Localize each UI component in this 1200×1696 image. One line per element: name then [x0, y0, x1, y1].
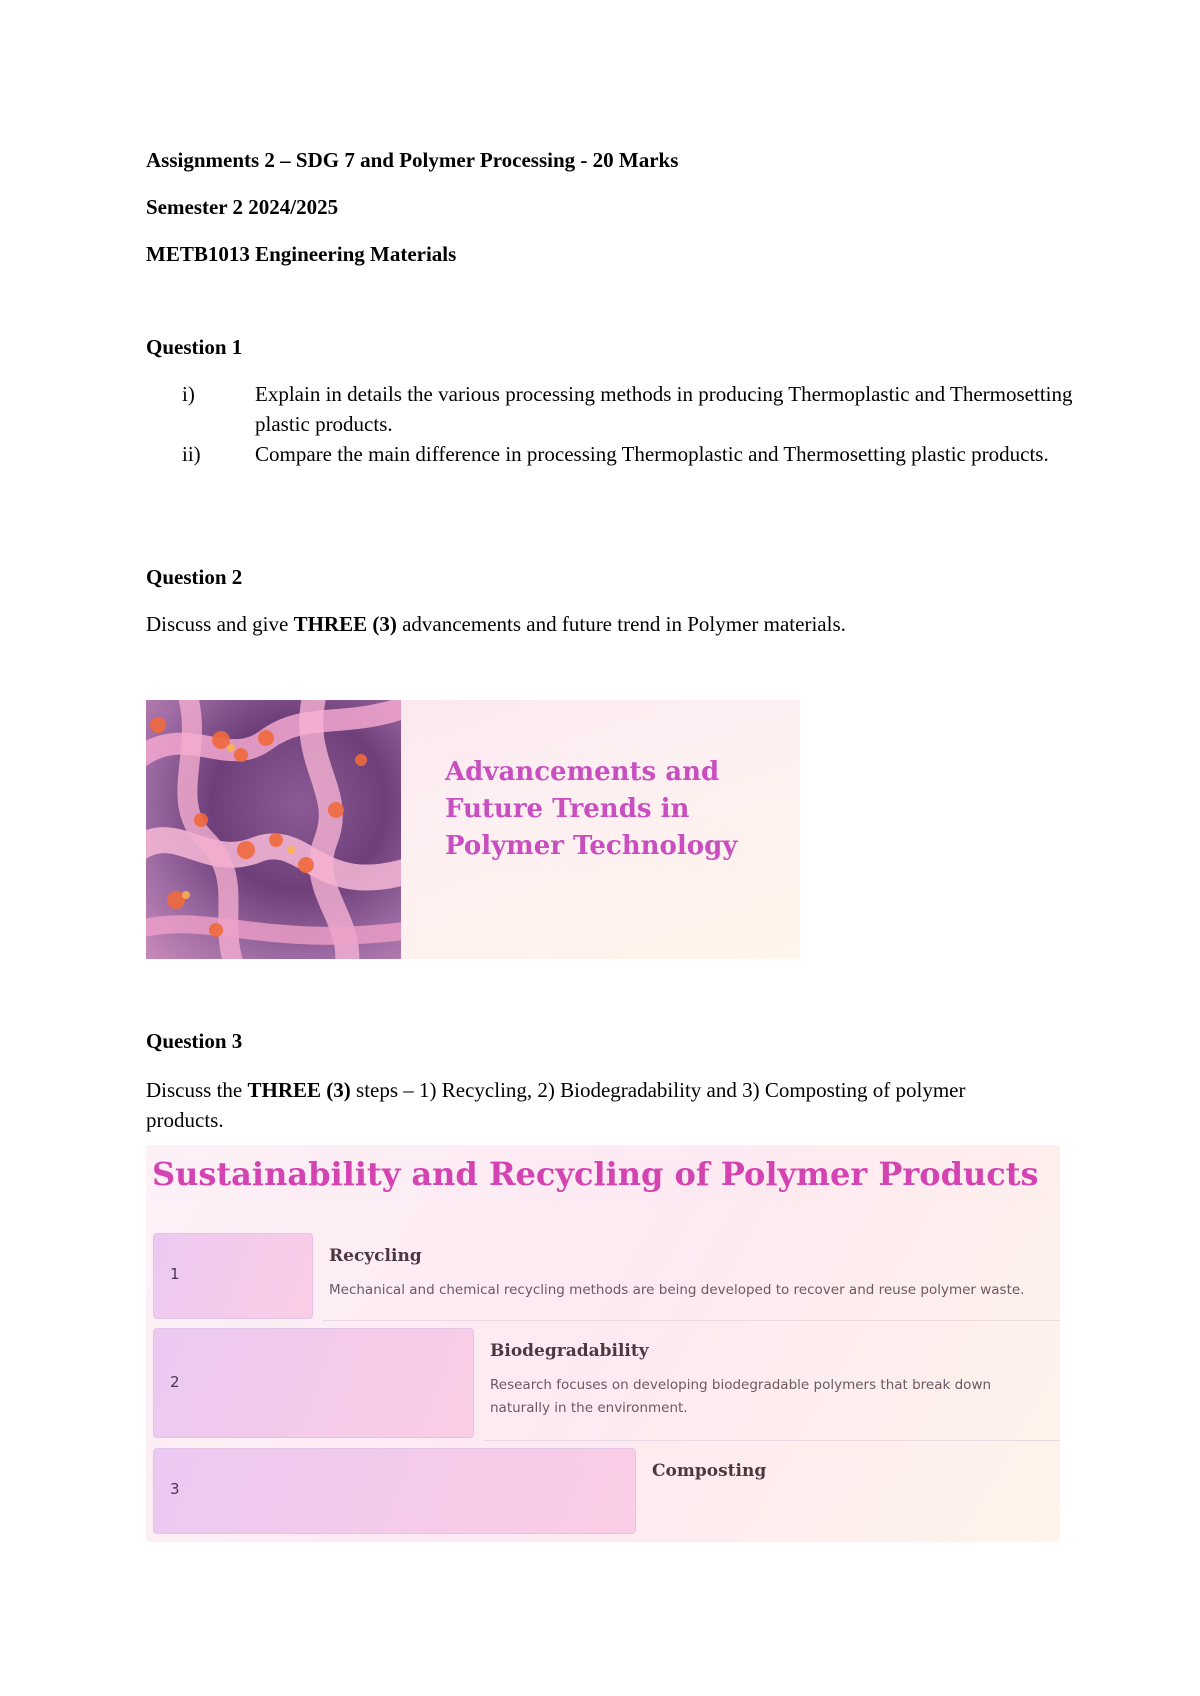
- question-3-heading: Question 3: [146, 1029, 243, 1053]
- assignment-title: Assignments 2 – SDG 7 and Polymer Processing - 20 Marks: [146, 148, 679, 172]
- question-3-text: [146, 1075, 1046, 1135]
- step-divider: [322, 1320, 1060, 1321]
- question-3-text-part: steps – 1) Recycling, 2) Biodegradability and 3) Composting of polymer products.: [146, 1078, 966, 1132]
- step-description: Mechanical and chemical recycling methods are being developed to recover and reuse polymer waste.: [329, 1282, 1025, 1298]
- banner-title: Sustainability and Recycling of Polymer Products: [152, 1155, 1039, 1193]
- step-heading: Biodegradability: [490, 1341, 649, 1361]
- step-number: 3: [170, 1480, 180, 1498]
- question-2-text-bold: THREE (3): [293, 612, 397, 636]
- list-item-number: ii): [182, 442, 201, 466]
- list-item-text: Compare the main difference in processing Thermoplastic and Thermosetting plastic products.: [255, 442, 1049, 466]
- semester-label: Semester 2 2024/2025: [146, 195, 339, 219]
- question-2-heading: Question 2: [146, 565, 243, 589]
- step-box-composting: [153, 1448, 636, 1534]
- step-number: 1: [170, 1265, 180, 1283]
- step-heading: Recycling: [329, 1246, 422, 1266]
- question-2-text: [146, 610, 846, 638]
- step-description: Research focuses on developing biodegradable polymers that break down naturally in the environment.: [490, 1377, 992, 1416]
- question-2-text-part: Discuss and give: [146, 612, 294, 636]
- step-number: 2: [170, 1373, 180, 1391]
- question-2-text-part: advancements and future trend in Polymer materials.: [396, 612, 846, 636]
- sustainability-banner: [146, 1145, 1060, 1542]
- polymer-trends-banner: [146, 700, 800, 959]
- polymer-network-illustration: [146, 700, 401, 959]
- banner-title: Advancements and Future Trends in Polymer Technology: [445, 757, 738, 861]
- question-1-heading: Question 1: [146, 335, 243, 359]
- step-box-biodegradability: [153, 1328, 474, 1438]
- polymer-structure-image: [146, 700, 401, 959]
- step-divider: [483, 1440, 1060, 1441]
- step-box-recycling: [153, 1233, 313, 1319]
- list-item-text: Explain in details the various processing methods in producing Thermoplastic and Thermosetting plastic products.: [255, 382, 1073, 436]
- course-label: METB1013 Engineering Materials: [146, 242, 457, 266]
- step-heading: Composting: [652, 1461, 767, 1481]
- list-item-number: i): [182, 382, 195, 406]
- question-3-text-bold: THREE (3): [247, 1078, 351, 1102]
- question-3-text-part: Discuss the: [146, 1078, 248, 1102]
